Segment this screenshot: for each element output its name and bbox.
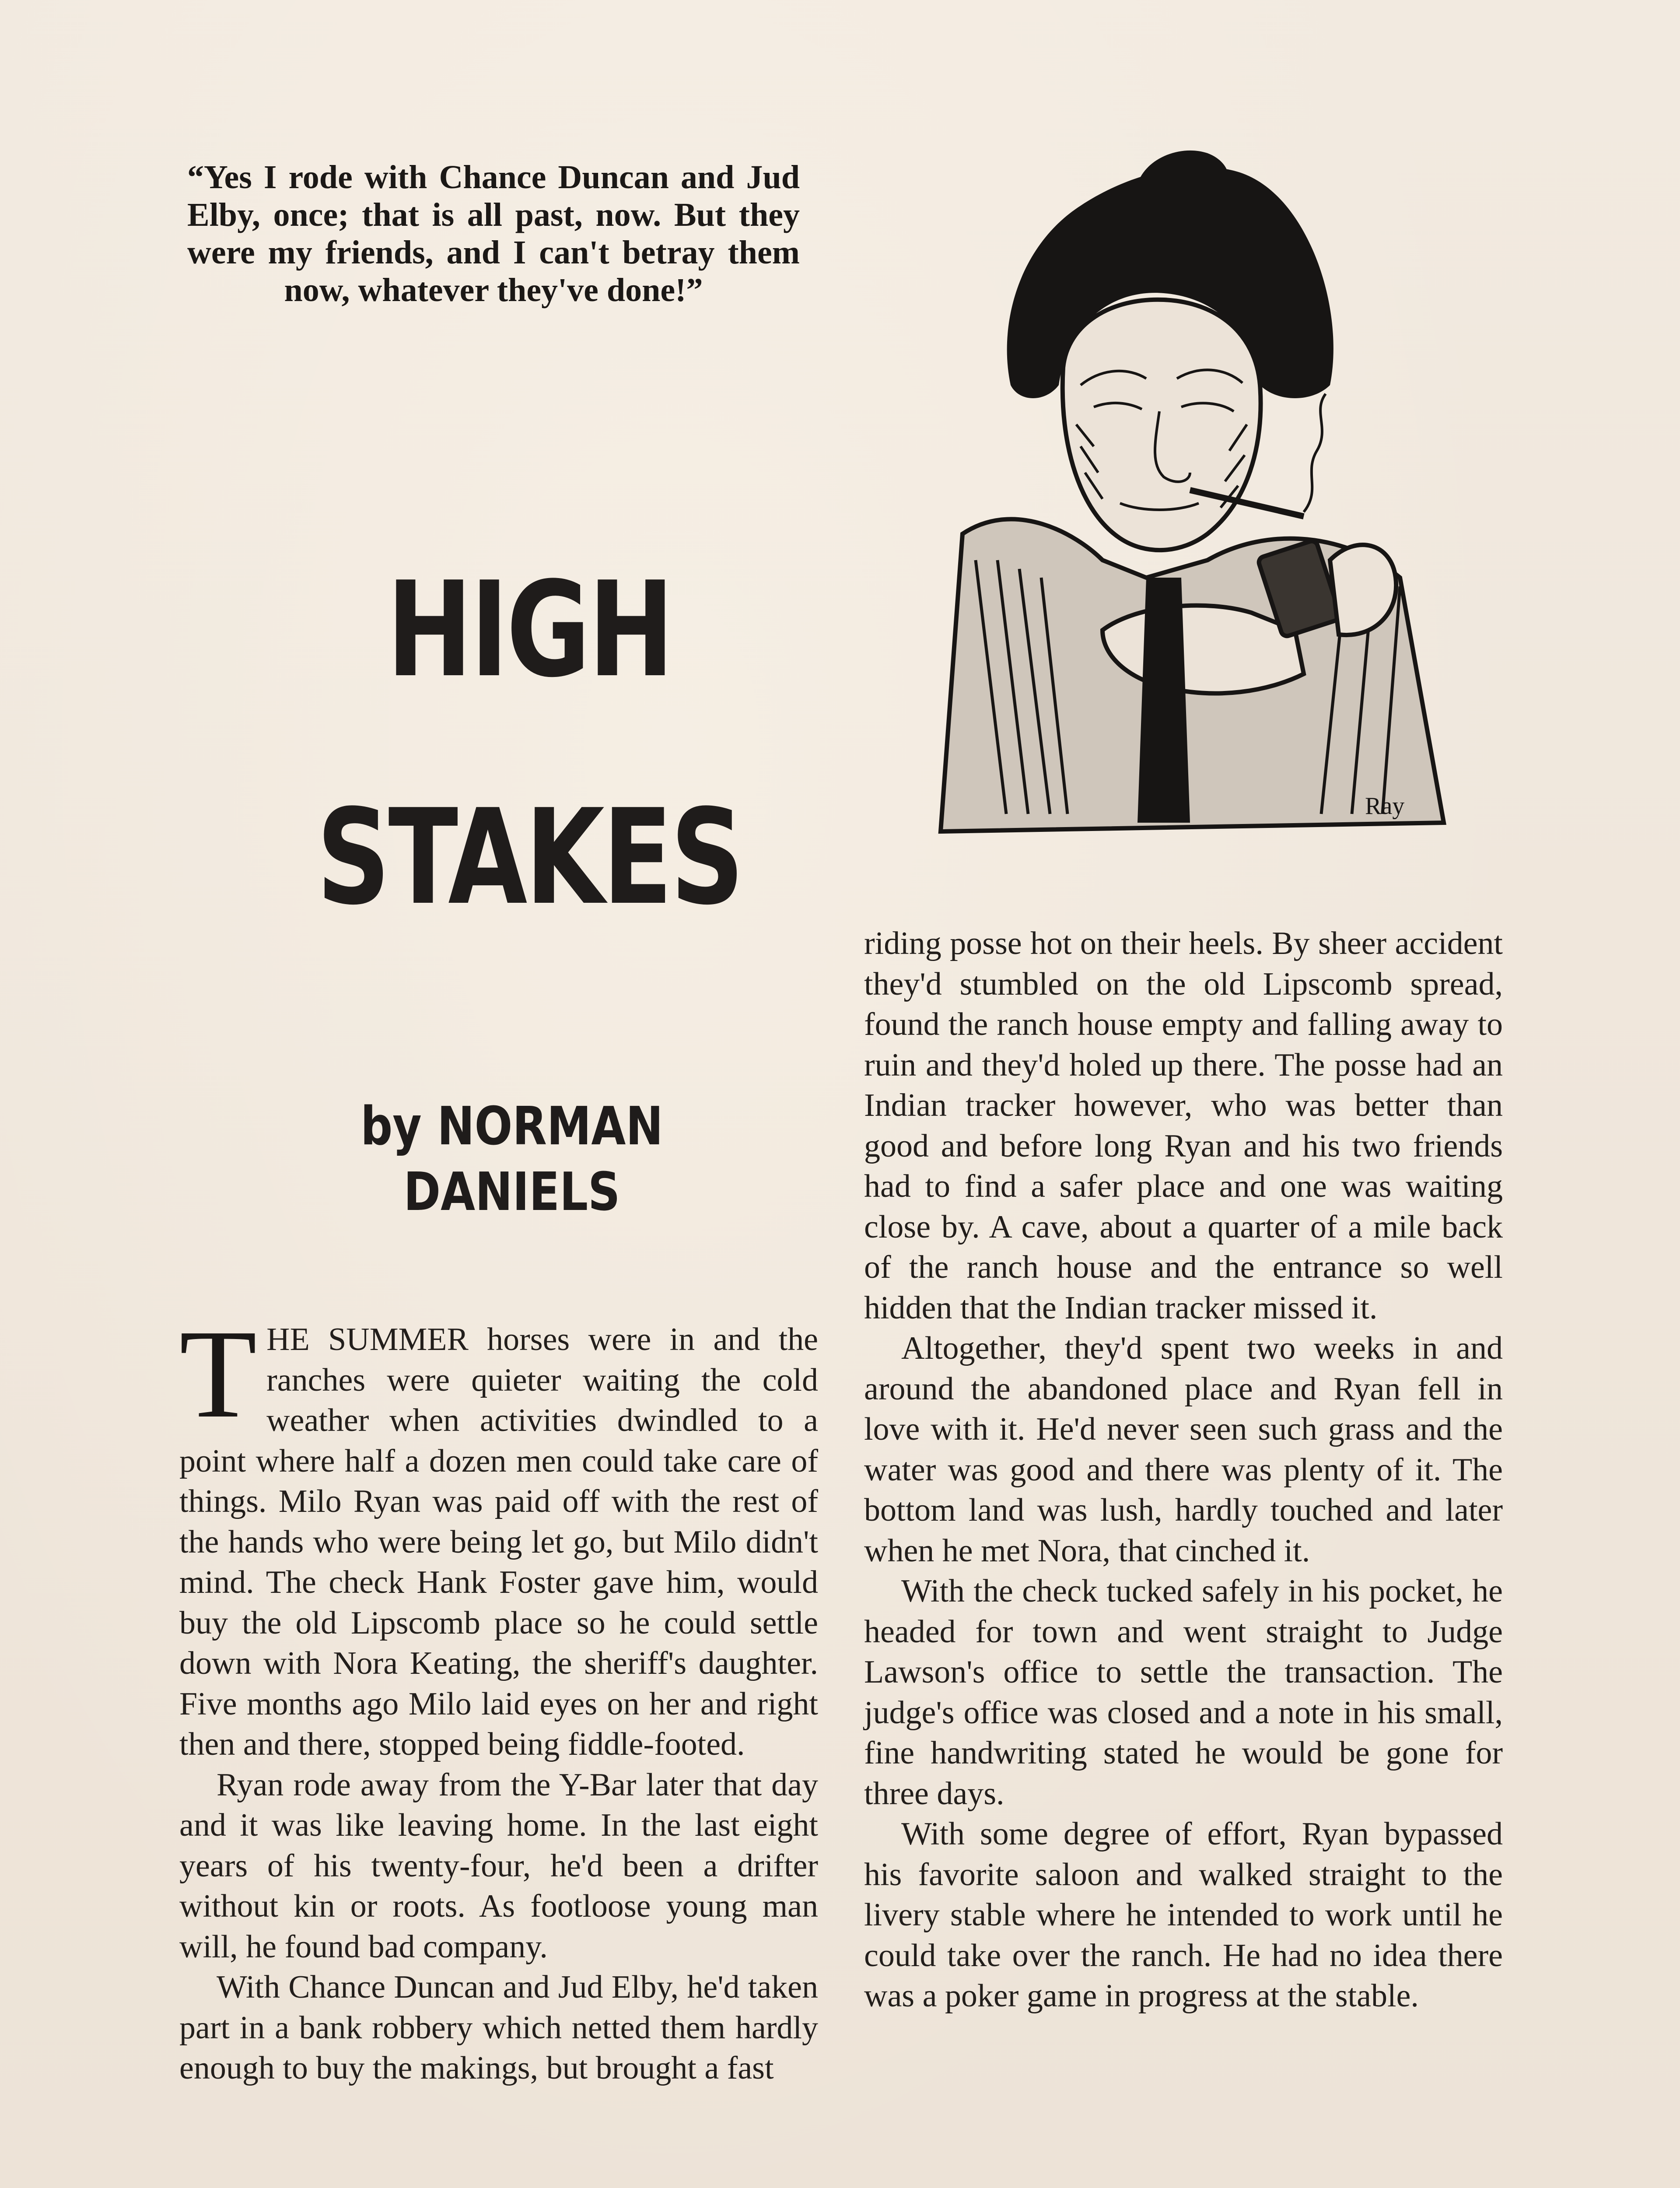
paragraph: riding posse hot on their heels. By sheer accident they'd stumbled on the old Lipscomb spread, found the ranch house empty and falling away to ruin and they'd holed up there. The posse had an Indian tracker however, who was better than good and before long Ryan and his two friends had to find a safer place and one was waiting close by. A cave, about a quarter of a mile back of the ranch house and the entrance so well hidden that the Indian tracker missed it. <box>864 926 1503 1326</box>
paragraph: Ryan rode away from the Y-Bar later that day and it was like leaving home. In the last eight years of his twenty-four, he'd been a drifter without kin or roots. As footloose young man will, he found bad company. <box>179 1767 818 1965</box>
author-byline: by NORMAN DANIELS <box>360 1096 663 1223</box>
paragraph: THE SUMMER horses were in and the ranches were quieter waiting the cold weather when activities dwindled to a point where half a dozen men could take care of things. Milo Ryan was paid off with the rest of the hands who were being let go, but Milo didn't mind. The check Hank Foster gave him, would buy the old Lipscomb place so he could settle down with Nora Keating, the sheriff's daughter. Five months ago Milo laid eyes on her and right then and there, stopped being fiddle-footed. <box>179 1304 818 1762</box>
pull-quote: “Yes I rode with Chance Duncan and Jud Elby, once; that is all past, now. But they were my friends, and I can't betray them now, whatever they've done!” <box>187 159 800 309</box>
paragraph: Altogether, they'd spent two weeks in and around the abandoned place and Ryan fell in love with it. He'd never seen such grass and the water was good and there was plenty of it. The bottom land was lush, hardly touched and later when he met Nora, that cinched it. <box>864 1330 1503 1569</box>
title-line-2: STAKES <box>316 781 742 934</box>
paragraph: With the check tucked safely in his pocket, he headed for town and went straight to Judge Lawson's office to settle the transaction. The judge's office was closed and a note in his small, fine handwriting stated he would be gone for three days. <box>864 1573 1503 1812</box>
left-text-column <box>179 1304 818 2089</box>
artist-signature: Ray <box>1365 792 1405 820</box>
gunman-lighting-cigarette-illustration <box>875 140 1488 866</box>
story-title <box>308 516 751 971</box>
title-line-1: HIGH <box>386 554 672 706</box>
right-text-column <box>864 923 1503 2016</box>
drop-cap: T <box>179 1304 257 1444</box>
paragraph: With some degree of effort, Ryan bypassed his favorite saloon and walked straight to the livery stable where he intended to work until he could take over the ranch. He had no idea there was a poker game in progress at the stable. <box>864 1816 1503 2014</box>
paragraph: With Chance Duncan and Jud Elby, he'd taken part in a bank robbery which netted them hardly enough to buy the makings, but brought a fast <box>179 1969 818 2086</box>
